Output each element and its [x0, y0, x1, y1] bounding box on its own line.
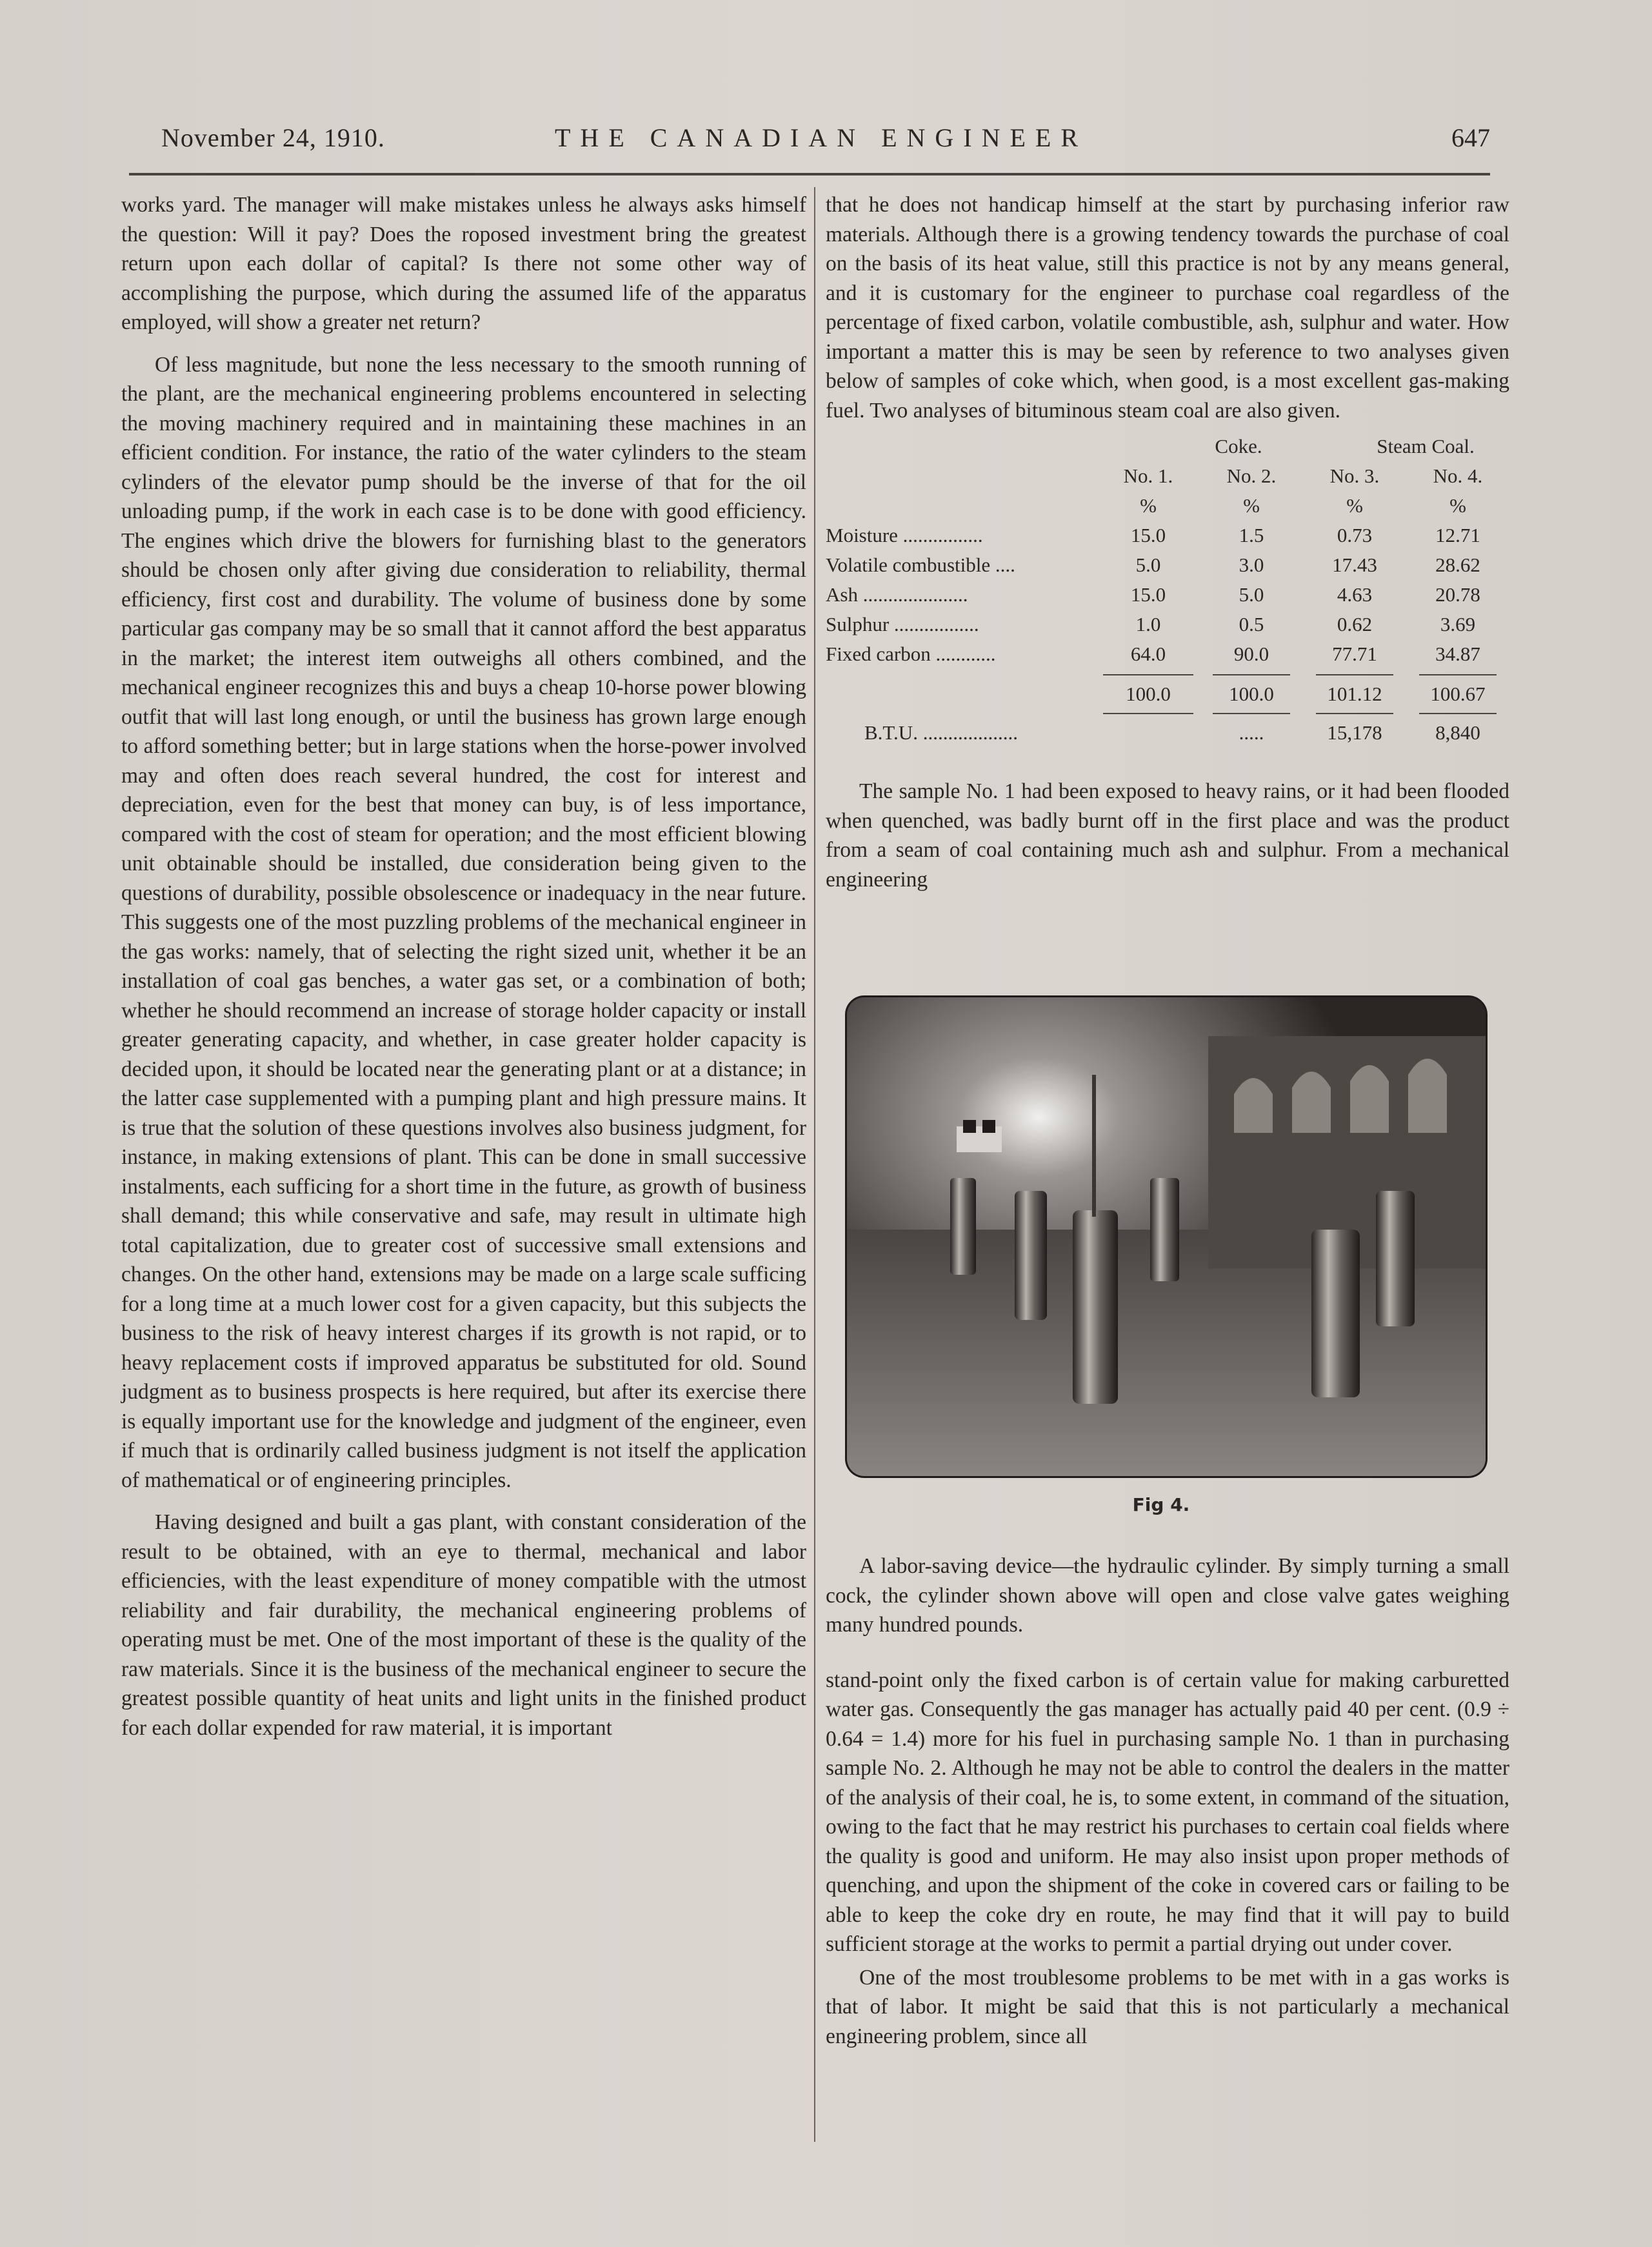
table-cell: 64.0 [1130, 643, 1166, 665]
table-cell: 15,178 [1327, 721, 1382, 744]
sum-rule [1316, 713, 1393, 714]
paragraph: stand-point only the fixed carbon is of certain value for making carburetted water gas. Consequently the gas manager has actually paid 40 per cent. (0.9 ÷ 0.64 = 1.4) more for his fuel in purchasing sample No. 1 than in purchasing sample No. 2. Although he may not be able to control the dealers in the matter of the analysis of their coal, he is, to some extent, in command of the situation, owing to the fact that he may restrict his purchases to certain coal fields where the quality is good and uniform. He may also insist upon proper methods of quenching, and upon the shipment of the coke in covered cars or failing to be able to keep the coke dry en route, he may find that it will pay to build sufficient storage at the works to permit a partial drying out under cover. [826, 1668, 1509, 1956]
table-cell: 3.69 [1440, 613, 1476, 635]
header-rule [129, 173, 1490, 175]
sum-rule [1103, 713, 1193, 714]
table-cell: 0.62 [1337, 613, 1373, 635]
table-cell: 0.5 [1239, 613, 1264, 635]
row-label: Sulphur ................. [826, 613, 979, 635]
issue-date: November 24, 1910. [161, 123, 385, 152]
sum-rule [1316, 674, 1393, 675]
right-column [826, 190, 1509, 907]
table-cell: ..... [1239, 721, 1264, 744]
table-cell: 17.43 [1332, 554, 1377, 576]
publication-title: THE CANADIAN ENGINEER [555, 123, 1088, 152]
table-totals-row [826, 679, 1509, 708]
table-cell: 5.0 [1239, 583, 1264, 606]
table-cell: 20.78 [1435, 583, 1480, 606]
table-total: 101.12 [1327, 683, 1382, 705]
table-header-row [826, 461, 1509, 490]
sum-rule [1419, 674, 1497, 675]
table-unit: % [1449, 494, 1466, 517]
table-col-header: No. 2. [1226, 464, 1277, 487]
paragraph: One of the most troublesome problems to be met with in a gas works is that of labor. It might be said that this is not particularly a mechanical engineering problem, since all [826, 1965, 1509, 2048]
table-btu-row [826, 718, 1509, 747]
table-cell: 5.0 [1135, 554, 1161, 576]
table-group-steam-coal: Steam Coal. [1377, 435, 1475, 457]
table-col-header: No. 1. [1123, 464, 1173, 487]
table-unit: % [1140, 494, 1157, 517]
table-cell: 28.62 [1435, 554, 1480, 576]
row-label: Moisture ................ [826, 524, 983, 546]
right-column-lower [826, 1552, 1509, 2064]
table-cell: 15.0 [1130, 583, 1166, 606]
photo-illustration [847, 997, 1486, 1476]
paragraph: works yard. The manager will make mistakes unless he always asks himself the question: Will it pay? Does the roposed investment bring the greatest return upon each dollar of capital? Is there not some other way of accomplishing the purpose, which during the assumed life of the apparatus employed, will show a greater net return? [121, 193, 806, 334]
table-cell: 0.73 [1337, 524, 1373, 546]
table-cell: 3.0 [1239, 554, 1264, 576]
table-total: 100.0 [1126, 683, 1171, 705]
page-header [161, 123, 1490, 161]
table-cell [1097, 718, 1200, 747]
table-cell: 34.87 [1435, 643, 1480, 665]
table-cell: 90.0 [1233, 643, 1269, 665]
table-group-coke: Coke. [1215, 435, 1262, 457]
table-cell: 8,840 [1435, 721, 1480, 744]
table-row [826, 610, 1509, 639]
sum-rule [1103, 674, 1193, 675]
hydraulic-cylinder-photo [845, 995, 1488, 1478]
row-label: Ash ..................... [826, 583, 968, 606]
sum-rule [1213, 674, 1290, 675]
sum-rule [1213, 713, 1290, 714]
table-col-header: No. 3. [1329, 464, 1380, 487]
table-total: 100.67 [1430, 683, 1486, 705]
fuel-analysis-table [826, 432, 1509, 757]
table-cell: 1.5 [1239, 524, 1264, 546]
table-cell: 15.0 [1130, 524, 1166, 546]
paragraph: Of less magnitude, but none the less necessary to the smooth running of the plant, are the mechanical engineering problems encountered in selecting the moving machinery required and in maintaining these machines in an efficient condition. For instance, the ratio of the water cylinders to the steam cylinders of the elevator pump should be the inverse of that for the oil unloading pump, if the work in each case is to be done with good efficiency. The engines which drive the blowers for furnishing blast to the generators should be chosen only after giving due consideration to reliability, thermal efficiency, first cost and durability. The volume of business done by some particular gas company may be so small that it cannot afford the best apparatus in the market; the interest item outweighs all others combined, and the mechanical engineer recognizes this and buys a cheap 10-horse power blowing outfit that will last long enough, or until the business has grown large enough to afford something better; but in large stations when the horse-power involved may and often does reach several hundred, the cost for interest and depreciation, even for the best that money can buy, is of less importance, compared with the cost of steam for operation; and the most efficient blowing unit obtainable should be installed, due consideration being given to the questions of durability, possible obsolescence or inadequacy in the near future. This suggests one of the most puzzling problems of the mechanical engineer in the gas works: namely, that of selecting the right sized unit, whether it be an installation of coal gas benches, a water gas set, or a combination of both; whether he should recommend an increase of storage holder capacity or install greater generating capacity, and whether, in case greater holder capacity is decided upon, it should be located near the generating plant or at a distance; in the latter case supplemented with a pumping plant and high pressure mains. It is true that the solution of these questions involves also business judgment, for instance, in making extensions of plant. This can be done in small successive instalments, each sufficing for a short time in the future, as growth of business shall demand; this while conservative and safe, may result in ultimate high total capitalization, due to greater cost of successive small extensions and changes. On the other hand, extensions may be made on a large scale sufficing for a long time at a much lower cost for a given capacity, but this subjects the business to the risk of heavy interest charges if its growth is not rapid, or to heavy replacement costs if improved apparatus be substituted for old. Sound judgment as to business prospects is here required, but after its exercise there is equally important use for the knowledge and judgment of the engineer, even if much that is ordinarily called business judgment is not itself the application of mathematical or of engineering principles. [121, 352, 806, 1492]
row-label: B.T.U. ................... [864, 721, 1018, 744]
table-row [826, 639, 1509, 669]
table-cell: 77.71 [1332, 643, 1377, 665]
table-row [826, 580, 1509, 610]
figure-label: Fig 4. [1132, 1494, 1190, 1515]
table-col-header: No. 4. [1433, 464, 1483, 487]
left-column [121, 190, 806, 1755]
sum-rule [1419, 713, 1497, 714]
table-cell: 12.71 [1435, 524, 1480, 546]
table-cell: 4.63 [1337, 583, 1373, 606]
table-body [826, 521, 1509, 669]
paragraph: Having designed and built a gas plant, with constant consideration of the result to be obtained, with an eye to thermal, mechanical and labor efficiencies, with the least expenditure of money compatible with the utmost reliability and fair durability, the mechanical engineering problems of operating must be met. One of the most important of these is the quality of the raw materials. Since it is the business of the mechanical engineer to secure the greatest possible quantity of heat units and light units in the finished product for each dollar expended for raw material, it is important [121, 1510, 806, 1740]
paragraph: that he does not handicap himself at the start by purchasing inferior raw materials. Although there is a growing tendency towards the purchase of coal on the basis of its heat value, still this practice is not by any means general, and it is customary for the engineer to purchase coal regardless of the percentage of fixed carbon, volatile combustible, ash, sulphur and water. How important a matter this is may be seen by reference to two analyses given below of samples of coke which, when good, is a most excellent gas-making fuel. Two analyses of bituminous steam coal are also given. [826, 193, 1509, 423]
row-label: Fixed carbon ............ [826, 643, 996, 665]
paragraph: The sample No. 1 had been exposed to heavy rains, or it had been flooded when quenched, was badly burnt off in the first place and was the product from a seam of coal containing much ash and sulphur. From a mechanical engineering [826, 779, 1509, 892]
table-row [826, 521, 1509, 550]
table-total: 100.0 [1229, 683, 1274, 705]
row-label: Volatile combustible .... [826, 554, 1015, 576]
table-unit: % [1346, 494, 1363, 517]
page-number: 647 [1451, 123, 1490, 152]
column-divider [814, 187, 815, 2142]
table-unit-row [826, 491, 1509, 520]
figure-caption: A labor-saving device—the hydraulic cylinder. By simply turning a small cock, the cylinder shown above will open and close valve gates weighing many hundred pounds. [826, 1554, 1509, 1637]
table-cell: 1.0 [1135, 613, 1161, 635]
table-row [826, 550, 1509, 580]
table-unit: % [1243, 494, 1260, 517]
